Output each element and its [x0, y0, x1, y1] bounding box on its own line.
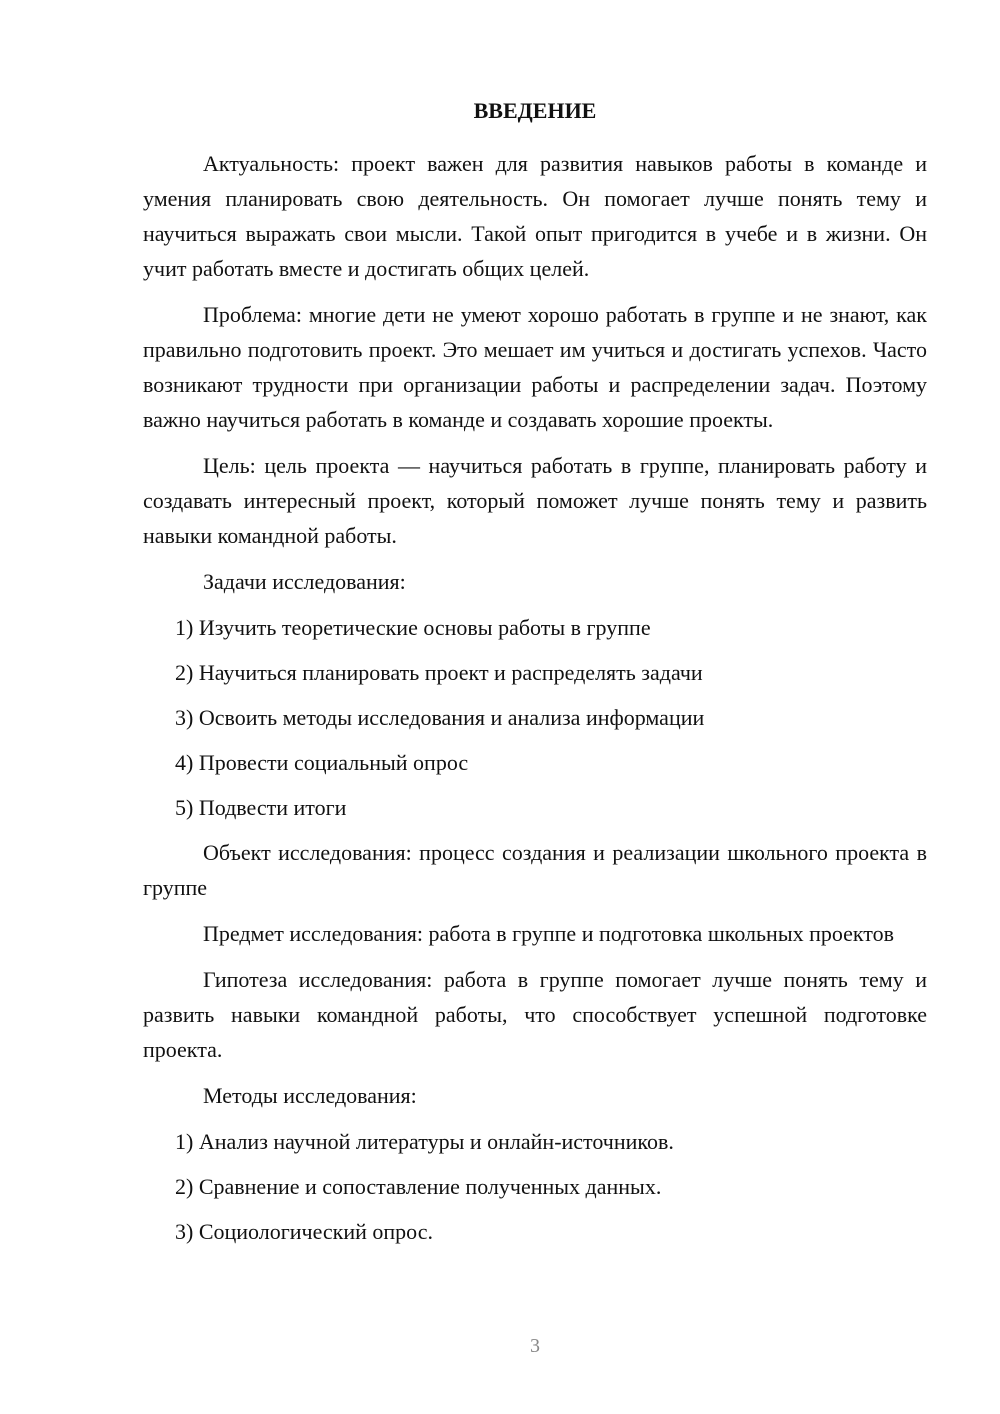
page-number: 3: [530, 1335, 540, 1357]
paragraph-subject: Предмет исследования: работа в группе и подготовка школьных проектов: [203, 921, 895, 946]
list-item: 1) Анализ научной литературы и онлайн-источников.: [175, 1129, 674, 1154]
page-content: [143, 96, 927, 1259]
list-item: 5) Подвести итоги: [175, 795, 347, 820]
tasks-list: [143, 610, 927, 825]
paragraph-goal: Цель: цель проекта — научиться работать в группе, планировать работу и создавать интересный проект, который поможет лучше понять тему и развить навыки командной работы.: [143, 453, 927, 548]
tasks-heading: Задачи исследования:: [203, 569, 406, 594]
list-item: 4) Провести социальный опрос: [175, 750, 469, 775]
methods-list: [143, 1124, 927, 1249]
paragraph-object: Объект исследования: процесс создания и реализации школьного проекта в группе: [143, 840, 927, 900]
methods-heading: Методы исследования:: [203, 1083, 417, 1108]
list-item: 2) Сравнение и сопоставление полученных данных.: [175, 1174, 662, 1199]
list-item: 1) Изучить теоретические основы работы в группе: [175, 615, 651, 640]
paragraph-relevance: Актуальность: проект важен для развития навыков работы в команде и умения планировать свою деятельность. Он помогает лучше понять тему и научиться выражать свои мысли. Такой опыт пригодится в учебе и в жизни. Он учит работать вместе и достигать общих целей.: [143, 151, 927, 281]
paragraph-problem: Проблема: многие дети не умеют хорошо работать в группе и не знают, как правильно подготовить проект. Это мешает им учиться и достигать успехов. Часто возникают трудности при организации работы и распределении задач. Поэтому важно научиться работать в команде и создавать хорошие проекты.: [143, 302, 927, 432]
list-item: 3) Освоить методы исследования и анализа информации: [175, 705, 705, 730]
list-item: 2) Научиться планировать проект и распределять задачи: [175, 660, 703, 685]
paragraph-hypothesis: Гипотеза исследования: работа в группе помогает лучше понять тему и развить навыки командной работы, что способствует успешной подготовке проекта.: [143, 967, 927, 1062]
list-item: 3) Социологический опрос.: [175, 1219, 433, 1244]
page-title: ВВЕДЕНИЕ: [473, 98, 597, 123]
